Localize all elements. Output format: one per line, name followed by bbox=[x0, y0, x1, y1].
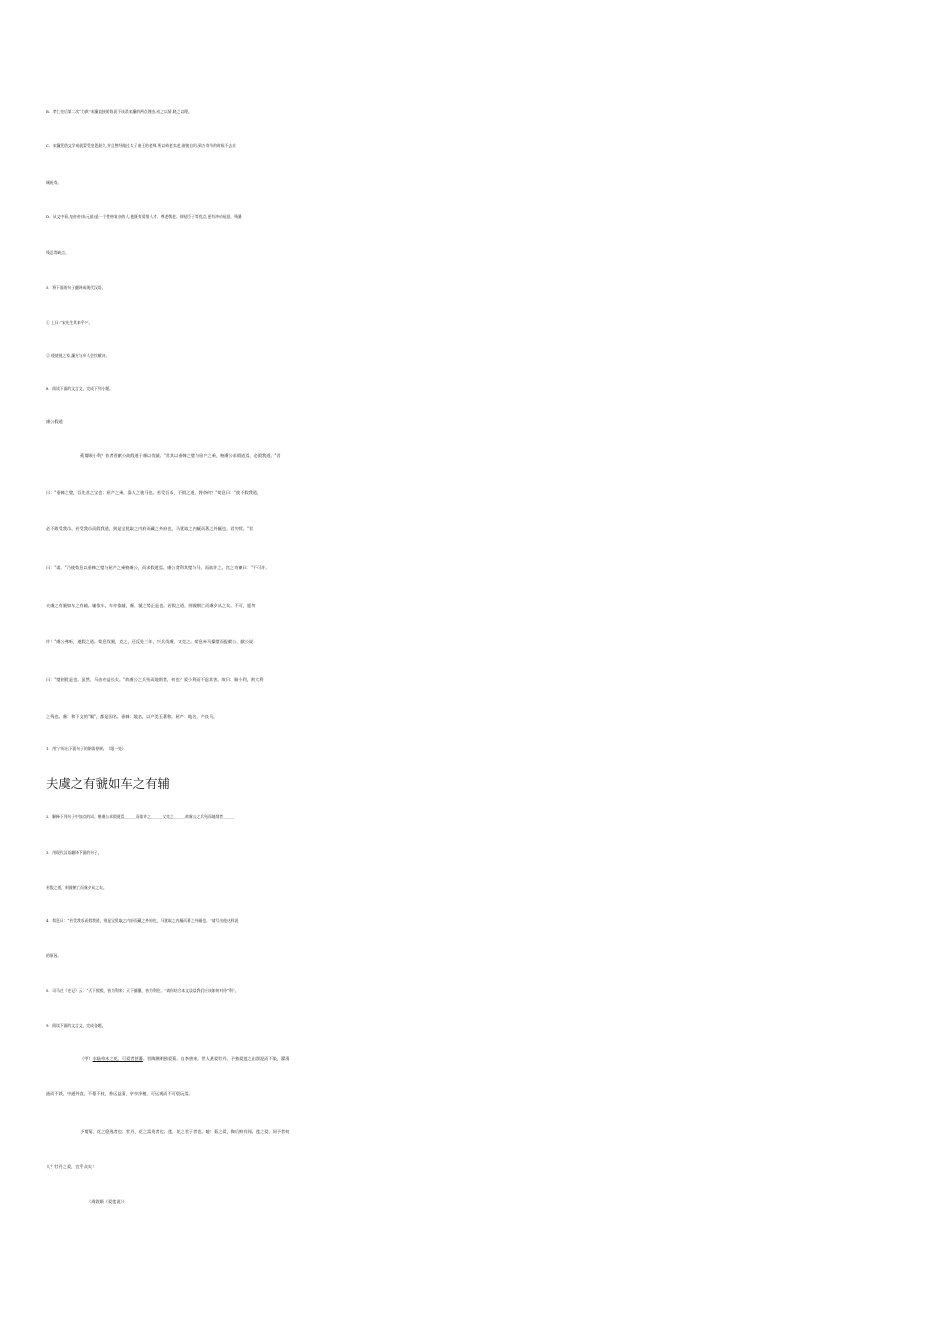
question-9-heading: 9．阅读下面的文言文，完成各题。 bbox=[46, 1023, 106, 1028]
passage-line-1: 奚谓顾小利？昔者晋献公欲假道于虞以伐虢。"君其以垂棘之璧与屈产之乘，赂虞公求假道焉，必假我道。"君 bbox=[80, 453, 281, 458]
sub-question-5: 5．司马迁《史记》云：“天下熙熙，皆为利来；天下攘攘，皆为利往。”请你结合本文谈谈我们应该如何对待“利”。 bbox=[46, 988, 239, 993]
passage-title: 虞公假道 bbox=[46, 419, 63, 424]
option-d-line-2: 残忍等缺点。 bbox=[46, 250, 69, 255]
question-5-heading: 5．将下面的句子翻译成现代汉语。 bbox=[46, 285, 106, 290]
underlined-phrase: 水陆草木之花，可爱者甚蕃 bbox=[92, 1056, 143, 1061]
option-c-line-2: 城祝寿。 bbox=[46, 180, 62, 185]
passage-notes: 之残也。虞：和下文的"虢"，都是国名。垂棘：地名，以产美玉著称。屈产：地名，产良马。 bbox=[46, 714, 218, 719]
option-c-line-1: C．宋濂凭借文学成就蒙受皇恩最久,并且曾经做过太子诸王的老师,所以倚老卖老,刚愎自用,到万寿节的时候不去京 bbox=[46, 143, 236, 148]
essay-line-3: 予谓菊，花之隐逸者也；牡丹，花之富贵者也；莲，花之君子者也。噫！菊之爱，陶后鲜有闻。莲之爱，同予者何 bbox=[80, 1129, 290, 1134]
translate-sentence: 若假之道，则虢朝亡而虞夕从之矣。 bbox=[46, 885, 107, 890]
passage-line-2: 曰："垂棘之璧，吾先君之宝也；屈产之乘，寡人之骏马也。若受吾币，不假之道，将奈何？"荀息曰："彼不假我道， bbox=[46, 490, 262, 495]
passage-line-3: 必不敢受我币。若受我币而假我道，则是宝犹取之内府而藏之外府也，马犹取之内厩而著之外厩也。君勿忧。"君 bbox=[46, 526, 254, 531]
translation-item-2: ② 使使视之家,濂方与乡人会饮赋诗。 bbox=[46, 353, 110, 358]
sub-question-1: 1．用“/”标出下面句子的朗读停顿。（限一处） bbox=[46, 746, 126, 751]
passage-line-5: 夫虞之有虢如车之有辅。辅依车，车亦依辅，虞、虢之势正是也。若假之道，则虢朝亡而虞夕从之矣。不可，愿勿 bbox=[46, 603, 256, 608]
essay-source: （周敦颐《爱莲说》） bbox=[87, 1199, 127, 1204]
sub-question-3: 3．用现代汉语翻译下面的句子。 bbox=[46, 850, 102, 855]
passage-line-7: 曰："璧则犹是也。虽然，马齿亦益长矣。"故虞公之兵殆而地削者，何也？爱小利而不虑其害。故曰：顾小利，则大利 bbox=[46, 677, 264, 682]
essay-line-2: 涟而不妖，中通外直，不蔓不枝，香远益清，亭亭净植，可远观而不可亵玩焉。 bbox=[46, 1091, 193, 1096]
passage-line-6: 许！"虞公弗听，遂假之道。荀息伐虢，克之，还反处三年，兴兵伐虞，又克之。荀息牵马操璧而报献公，献公说 bbox=[46, 639, 254, 644]
option-b: B．孝仁皇后第二次“力救”宋濂直接阶陈说不该杀宋濂的两点理由,动之以情,晓之以理。 bbox=[46, 109, 192, 114]
sub-question-2: 2．解释下列句子中加点的词。赂虞公求假道焉______而欲许之______又克之______故虞公之兵殆而地削者______ bbox=[46, 814, 235, 819]
essay-line-4: 人？牡丹之爱，宜乎众矣！ bbox=[46, 1164, 97, 1169]
pause-sentence: 夫虞之有虢如车之有辅 bbox=[46, 776, 170, 791]
essay-line-1 bbox=[80, 1048, 950, 1070]
passage-line-4: 曰："诺。"乃使荀息以垂棘之璧与屈产之乘赂虞公，而求假道焉。虞公贪利其璧与马，而欲许之。宫之奇谏曰："不可许。 bbox=[46, 565, 270, 570]
question-8-heading: 8．阅读下面的文言文，完成下列小题。 bbox=[46, 386, 113, 391]
sub-question-4-line-2: 的原因。 bbox=[46, 953, 62, 958]
sub-question-4-line-1: 4．荀息曰：“若受我币而假我道，则是宝犹取之内府而藏之外府也，马犹取之内厩而著之外厩也。”请写出他这样说 bbox=[46, 918, 239, 923]
essay-line-1-rest: 。晋陶渊明独爱菊。自李唐来，世人甚爱牡丹。予独爱莲之出淤泥而不染，濯清 bbox=[142, 1056, 290, 1061]
essay-label: （甲） bbox=[80, 1056, 93, 1061]
option-d-line-1: D．从文中看,皇帝帝(朱元最)是一个性格复杂的人,他既有爱惜人才、尊老敬老、体贴臣子等优点,更有冲动易怒、残暴 bbox=[46, 214, 242, 219]
translation-item-1: ① 上曰:“宋先生其来乎?”。 bbox=[46, 320, 93, 325]
